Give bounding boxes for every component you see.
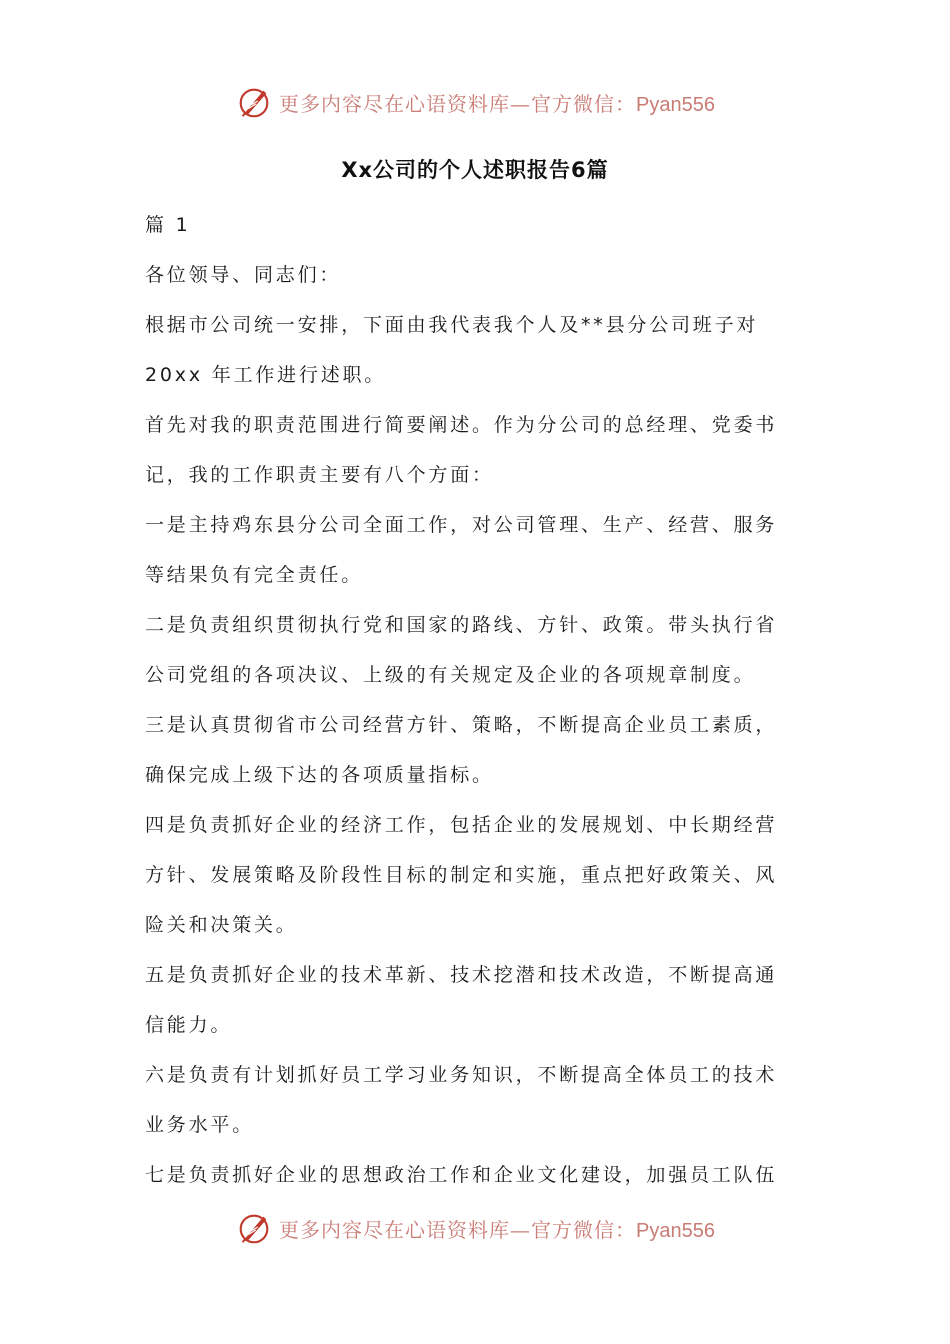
- body-line: 等结果负有完全责任。: [145, 564, 364, 586]
- body-line: 三是认真贯彻省市公司经营方针、策略，不断提高企业员工素质，: [145, 714, 778, 736]
- banner-wechat-id: Pyan556: [636, 93, 715, 116]
- body-line: 四是负责抓好企业的经济工作，包括企业的发展规划、中长期经营: [145, 814, 778, 836]
- body-line: 方针、发展策略及阶段性目标的制定和实施，重点把好政策关、风: [145, 864, 778, 886]
- banner-text-cn: 更多内容尽在心语资料库—官方微信：: [279, 91, 637, 116]
- body-line: 险关和决策关。: [145, 914, 298, 936]
- banner-text-cn: 更多内容尽在心语资料库—官方微信：: [279, 1217, 637, 1242]
- body-line: 信能力。: [145, 1014, 233, 1036]
- salutation-line: 各位领导、同志们：: [145, 264, 342, 286]
- body-line: 公司党组的各项决议、上级的有关规定及企业的各项规章制度。: [145, 664, 756, 686]
- body-line: 业务水平。: [145, 1114, 255, 1136]
- body-line: 记，我的工作职责主要有八个方面：: [145, 464, 494, 486]
- body-line: 一是主持鸡东县分公司全面工作，对公司管理、生产、经营、服务: [145, 514, 778, 536]
- section-heading: 篇 1: [145, 214, 191, 236]
- body-line: 首先对我的职责范围进行简要阐述。作为分公司的总经理、党委书: [145, 414, 778, 436]
- feather-pen-logo-icon: [235, 1209, 273, 1247]
- body-line: 根据市公司统一安排，下面由我代表我个人及**县分公司班子对: [145, 314, 759, 336]
- document-title: Xx公司的个人述职报告6篇: [341, 158, 609, 182]
- feather-pen-logo-icon: [235, 83, 273, 121]
- footer-banner: [0, 1208, 950, 1248]
- body-line: 确保完成上级下达的各项质量指标。: [145, 764, 494, 786]
- body-line: 二是负责组织贯彻执行党和国家的路线、方针、政策。带头执行省: [145, 614, 778, 636]
- banner-text: [279, 88, 715, 117]
- document-body: [145, 200, 807, 1200]
- header-banner: [0, 82, 950, 122]
- body-line: 五是负责抓好企业的技术革新、技术挖潜和技术改造，不断提高通: [145, 964, 778, 986]
- header-banner-content: [235, 83, 715, 121]
- banner-wechat-id: Pyan556: [636, 1219, 715, 1242]
- banner-text: [279, 1214, 715, 1243]
- body-line: 七是负责抓好企业的思想政治工作和企业文化建设，加强员工队伍: [145, 1164, 778, 1186]
- footer-banner-content: [235, 1209, 715, 1247]
- body-line: 六是负责有计划抓好员工学习业务知识，不断提高全体员工的技术: [145, 1064, 778, 1086]
- body-line: 20xx 年工作进行述职。: [145, 364, 387, 386]
